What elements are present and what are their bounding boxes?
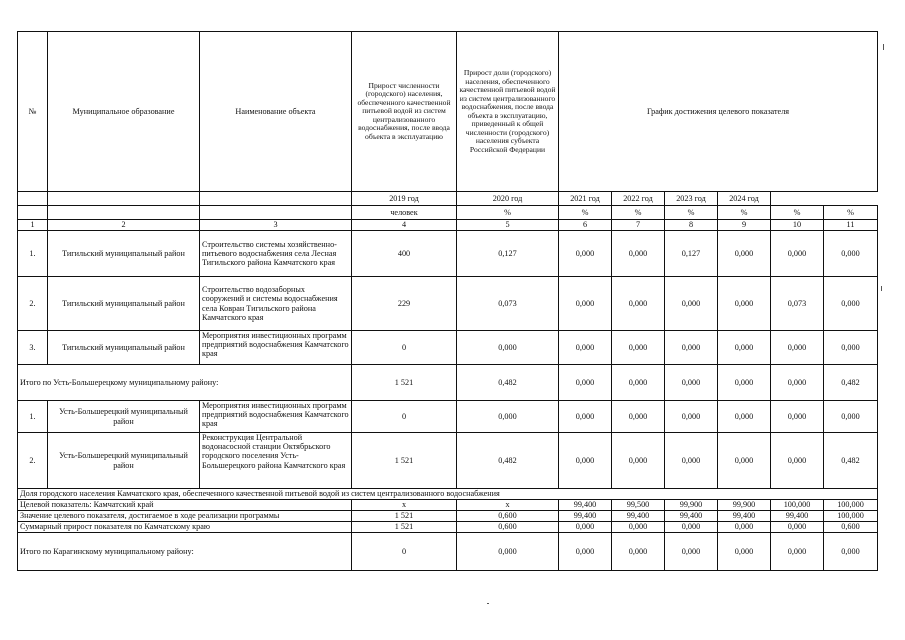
row-municipality: Тигильский муниципальный район [48, 231, 200, 277]
row-2023: 0,000 [771, 433, 824, 489]
subtotal-label: Итого по Карагинскому муниципальному району: [18, 533, 352, 571]
achieved-2024: 100,000 [824, 511, 878, 522]
unit-percent: % [824, 206, 878, 220]
target-row [18, 500, 878, 511]
subtotal-2021: 0,000 [665, 533, 718, 571]
row-2023: 0,000 [771, 331, 824, 365]
row-object: Строительство водозаборных сооружений и системы водоснабжения села Ковран Тигильского района Камчатского края [200, 277, 352, 331]
subtotal-2022: 0,000 [718, 533, 771, 571]
total-growth-2024: 0,600 [824, 522, 878, 533]
row-no: 1. [18, 401, 48, 433]
unit-percent: % [612, 206, 665, 220]
total-growth-2021: 0,000 [665, 522, 718, 533]
col-number: 7 [612, 220, 665, 231]
row-no: 2. [18, 433, 48, 489]
subtotal-row [18, 365, 878, 401]
row-2019: 0,000 [559, 231, 612, 277]
achieved-row [18, 511, 878, 522]
row-2022: 0,000 [718, 433, 771, 489]
section-title: Доля городского населения Камчатского края, обеспеченного качественной питьевой водой из систем централизованного водоснабжения [18, 489, 878, 500]
row-object: Реконструкция Центральной водонасосной станции Октябрьского городского поселения Усть-Большерецкого района Камчатского края [200, 433, 352, 489]
col-number: 1 [18, 220, 48, 231]
achieved-2020: 99,400 [612, 511, 665, 522]
row-share: 0,482 [457, 433, 559, 489]
year-2024: 2024 год [718, 192, 771, 206]
header-no: № [18, 32, 48, 192]
table-row [18, 433, 878, 489]
row-2021: 0,000 [665, 277, 718, 331]
col-number: 11 [824, 220, 878, 231]
target-label: Целевой показатель: Камчатский край [18, 500, 352, 511]
row-object: Мероприятия инвестиционных программ предприятий водоснабжения Камчатского края [200, 401, 352, 433]
header-population-growth: Прирост численности (городского) населения, обеспеченного качественной питьевой водой из систем централизованного водоснабжения, после ввода объекта в эксплуатацию [352, 32, 457, 192]
header-municipality: Муниципальное образование [48, 32, 200, 192]
row-people: 400 [352, 231, 457, 277]
unit-percent: % [718, 206, 771, 220]
row-share: 0,127 [457, 231, 559, 277]
row-2023: 0,000 [771, 401, 824, 433]
row-2019: 0,000 [559, 277, 612, 331]
row-people: 0 [352, 331, 457, 365]
row-2019: 0,000 [559, 331, 612, 365]
achieved-2023: 99,400 [771, 511, 824, 522]
unit-percent: % [457, 206, 559, 220]
row-2019: 0,000 [559, 401, 612, 433]
subtotal-2019: 0,000 [559, 533, 612, 571]
achieved-share: 0,600 [457, 511, 559, 522]
scan-mark [883, 44, 884, 50]
unit-percent: % [559, 206, 612, 220]
target-2024: 100,000 [824, 500, 878, 511]
subtotal-2021: 0,000 [665, 365, 718, 401]
subtotal-2024: 0,482 [824, 365, 878, 401]
subtotal-people: 1 521 [352, 365, 457, 401]
row-people: 229 [352, 277, 457, 331]
row-2024: 0,482 [824, 433, 878, 489]
subtotal-row [18, 533, 878, 571]
subtotal-share: 0,482 [457, 365, 559, 401]
col-number: 9 [718, 220, 771, 231]
scan-mark [487, 603, 489, 604]
row-2024: 0,000 [824, 401, 878, 433]
target-2019: 99,400 [559, 500, 612, 511]
target-share: х [457, 500, 559, 511]
row-2024: 0,000 [824, 231, 878, 277]
col-number: 6 [559, 220, 612, 231]
row-municipality: Усть-Большерецкий муниципальный район [48, 401, 200, 433]
unit-percent: % [771, 206, 824, 220]
scan-mark [881, 286, 882, 291]
row-2022: 0,000 [718, 401, 771, 433]
row-people: 0 [352, 401, 457, 433]
row-2021: 0,000 [665, 331, 718, 365]
col-number: 4 [352, 220, 457, 231]
row-2020: 0,000 [612, 231, 665, 277]
table-row [18, 331, 878, 365]
target-people: х [352, 500, 457, 511]
total-growth-2019: 0,000 [559, 522, 612, 533]
row-no: 1. [18, 231, 48, 277]
subtotal-label: Итого по Усть-Большерецкому муниципальному району: [18, 365, 352, 401]
header-object: Наименование объекта [200, 32, 352, 192]
row-municipality: Тигильский муниципальный район [48, 277, 200, 331]
col-number: 10 [771, 220, 824, 231]
row-2023: 0,073 [771, 277, 824, 331]
row-2022: 0,000 [718, 277, 771, 331]
subtotal-2020: 0,000 [612, 533, 665, 571]
subtotal-2023: 0,000 [771, 365, 824, 401]
header-share-growth: Прирост доли (городского) населения, обеспеченного качественной питьевой водой из систем централизованного водоснабжения, после ввода объекта в эксплуатацию, приведенный к общей численности (городского) населения субъекта Российской Федерации [457, 32, 559, 192]
row-2021: 0,000 [665, 433, 718, 489]
row-no: 3. [18, 331, 48, 365]
total-growth-2022: 0,000 [718, 522, 771, 533]
year-2019: 2019 год [352, 192, 457, 206]
achieved-2022: 99,400 [718, 511, 771, 522]
row-2021: 0,000 [665, 401, 718, 433]
row-people: 1 521 [352, 433, 457, 489]
subtotal-2022: 0,000 [718, 365, 771, 401]
row-share: 0,000 [457, 331, 559, 365]
row-object: Мероприятия инвестиционных программ предприятий водоснабжения Камчатского края [200, 331, 352, 365]
row-2022: 0,000 [718, 331, 771, 365]
table-row [18, 231, 878, 277]
year-2023: 2023 год [665, 192, 718, 206]
unit-people: человек [352, 206, 457, 220]
total-growth-label: Суммарный прирост показателя по Камчатскому краю [18, 522, 352, 533]
row-2020: 0,000 [612, 433, 665, 489]
col-number: 3 [200, 220, 352, 231]
target-2021: 99,900 [665, 500, 718, 511]
row-2019: 0,000 [559, 433, 612, 489]
row-2020: 0,000 [612, 401, 665, 433]
row-2024: 0,000 [824, 277, 878, 331]
subtotal-2023: 0,000 [771, 533, 824, 571]
col-number: 8 [665, 220, 718, 231]
table-row [18, 401, 878, 433]
row-2020: 0,000 [612, 331, 665, 365]
total-growth-people: 1 521 [352, 522, 457, 533]
row-municipality: Усть-Большерецкий муниципальный район [48, 433, 200, 489]
row-share: 0,000 [457, 401, 559, 433]
section-title-row [18, 489, 878, 500]
subtotal-2024: 0,000 [824, 533, 878, 571]
row-2024: 0,000 [824, 331, 878, 365]
target-2023: 100,000 [771, 500, 824, 511]
header-schedule: График достижения целевого показателя [559, 32, 878, 192]
unit-percent: % [665, 206, 718, 220]
achieved-2019: 99,400 [559, 511, 612, 522]
row-2022: 0,000 [718, 231, 771, 277]
achieved-label: Значение целевого показателя, достигаемое в ходе реализации программы [18, 511, 352, 522]
col-number: 5 [457, 220, 559, 231]
subtotal-2019: 0,000 [559, 365, 612, 401]
target-2022: 99,900 [718, 500, 771, 511]
subtotal-share: 0,000 [457, 533, 559, 571]
year-2021: 2021 год [559, 192, 612, 206]
total-growth-2023: 0,000 [771, 522, 824, 533]
total-growth-2020: 0,000 [612, 522, 665, 533]
row-share: 0,073 [457, 277, 559, 331]
row-2021: 0,127 [665, 231, 718, 277]
subtotal-2020: 0,000 [612, 365, 665, 401]
achieved-2021: 99,400 [665, 511, 718, 522]
target-indicator-table [17, 31, 878, 571]
table-row [18, 277, 878, 331]
year-2022: 2022 год [612, 192, 665, 206]
row-2020: 0,000 [612, 277, 665, 331]
col-number: 2 [48, 220, 200, 231]
row-2023: 0,000 [771, 231, 824, 277]
target-2020: 99,500 [612, 500, 665, 511]
total-growth-row [18, 522, 878, 533]
row-municipality: Тигильский муниципальный район [48, 331, 200, 365]
total-growth-share: 0,600 [457, 522, 559, 533]
row-object: Строительство системы хозяйственно-питьевого водоснабжения села Лесная Тигильского района Камчатского края [200, 231, 352, 277]
achieved-people: 1 521 [352, 511, 457, 522]
row-no: 2. [18, 277, 48, 331]
subtotal-people: 0 [352, 533, 457, 571]
year-2020: 2020 год [457, 192, 559, 206]
